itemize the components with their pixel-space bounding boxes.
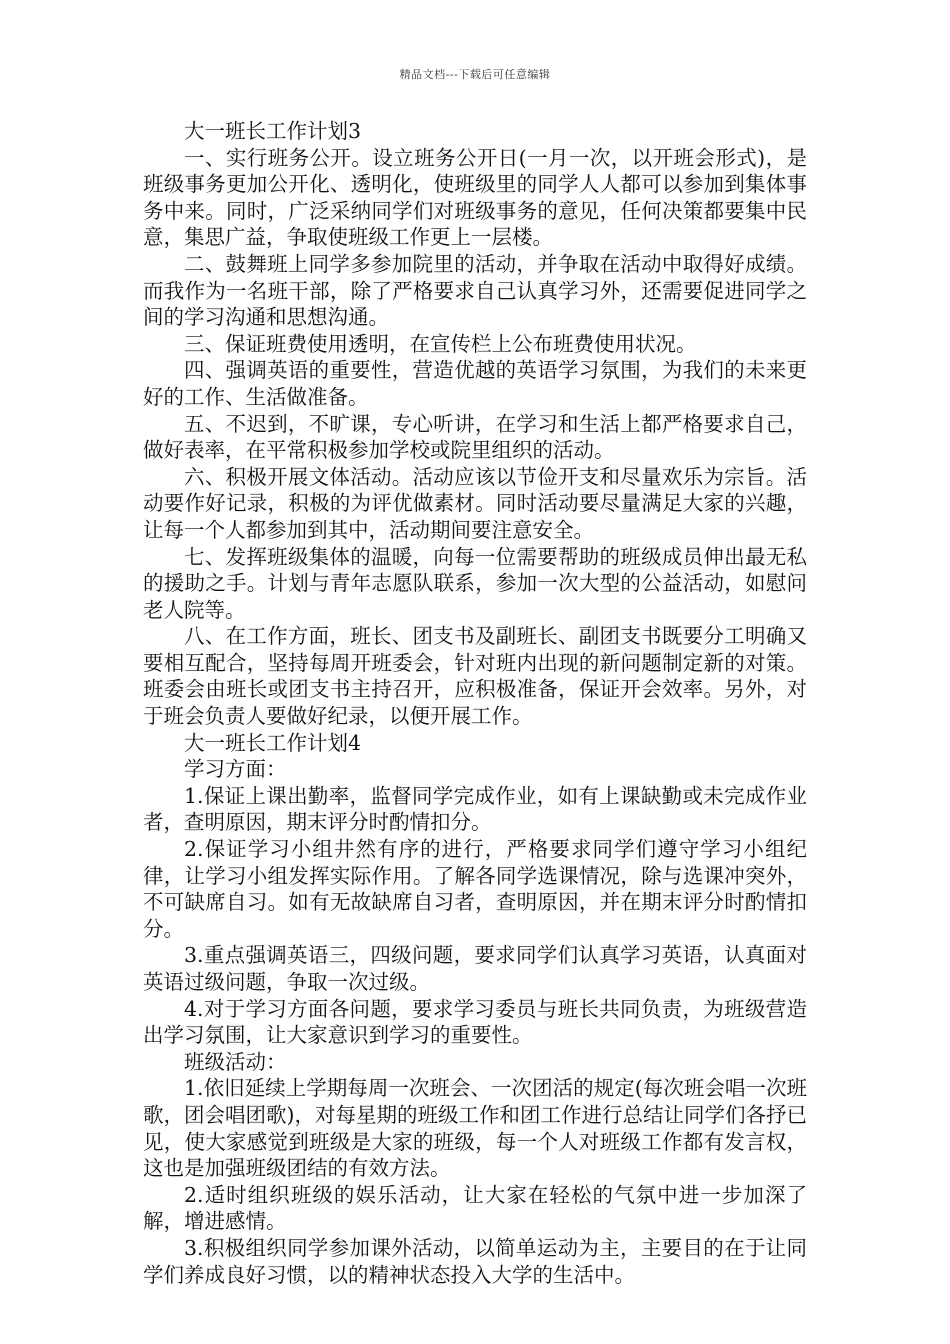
- subheading-study: 学习方面：: [184, 757, 287, 782]
- paragraph-activity-3: 3.积极组织同学参加课外活动，以简单运动为主，主要目的在于让同学们养成良好习惯，以的精神状态投入大学的生活中。: [143, 1235, 807, 1287]
- section-heading-plan-3: 大一班长工作计划3: [184, 119, 362, 143]
- paragraph-item-8: 八、在工作方面，班长、团支书及副班长、副团支书既要分工明确又要相互配合，坚持每周开班委会，针对班内出现的新问题制定新的对策。班委会由班长或团支书主持召开，应积极准备，保证开会效率。另外，对于班会负责人要做好纪录，以便开展工作。: [143, 624, 807, 729]
- paragraph-activity-2: 2.适时组织班级的娱乐活动，让大家在轻松的气氛中进一步加深了解，增进感情。: [143, 1182, 807, 1234]
- paragraph-item-2: 二、鼓舞班上同学多参加院里的活动，并争取在活动中取得好成绩。而我作为一名班干部，除了严格要求自己认真学习外，还需要促进同学之间的学习沟通和思想沟通。: [143, 251, 807, 330]
- document-body: [143, 118, 807, 1288]
- paragraph-item-3: 三、保证班费使用透明，在宣传栏上公布班费使用状况。: [184, 331, 697, 356]
- paragraph-study-3: 3.重点强调英语三，四级问题，要求同学们认真学习英语，认真面对英语过级问题，争取一次过级。: [143, 943, 807, 994]
- paragraph-study-2: 2.保证学习小组井然有序的进行，严格要求同学们遵守学习小组纪律，让学习小组发挥实际作用。了解各同学选课情况，除与选课冲突外，不可缺席自习。如有无故缺席自习者，查明原因，并在期末评分时酌情扣分。: [143, 837, 807, 941]
- section-heading-plan-4: 大一班长工作计划4: [184, 730, 362, 755]
- paragraph-item-7: 七、发挥班级集体的温暖，向每一位需要帮助的班级成员伸出最无私的援助之手。计划与青年志愿队联系，参加一次大型的公益活动，如慰问老人院等。: [143, 544, 807, 622]
- paragraph-item-4: 四、强调英语的重要性，营造优越的英语学习氛围，为我们的未来更好的工作、生活做准备。: [143, 358, 807, 409]
- paragraph-activity-1: 1.依旧延续上学期每周一次班会、一次团活的规定(每次班会唱一次班歌，团会唱团歌)，对每星期的班级工作和团工作进行总结让同学们各抒已见，使大家感觉到班级是大家的班级，每一个人对班级工作都有发言权，这也是加强班级团结的有效方法。: [143, 1076, 807, 1181]
- paragraph-item-6: 六、积极开展文体活动。活动应该以节俭开支和尽量欢乐为宗旨。活动要作好记录，积极的为评优做素材。同时活动要尽量满足大家的兴趣，让每一个人都参加到其中，活动期间要注意安全。: [143, 464, 807, 542]
- paragraph-study-4: 4.对于学习方面各问题，要求学习委员与班长共同负责，为班级营造出学习氛围，让大家意识到学习的重要性。: [143, 996, 807, 1048]
- paragraph-item-1: 一、实行班务公开。设立班务公开日(一月一次，以开班会形式)，是班级事务更加公开化、透明化，使班级里的同学人人都可以参加到集体事务中来。同时，广泛采纳同学们对班级事务的意见，任何决策都要集中民意，集思广益，争取使班级工作更上一层楼。: [143, 145, 807, 250]
- paragraph-study-1: 1.保证上课出勤率，监督同学完成作业，如有上课缺勤或未完成作业者，查明原因，期末评分时酌情扣分。: [143, 783, 807, 835]
- paragraph-item-5: 五、不迟到，不旷课，专心听讲，在学习和生活上都严格要求自己，做好表率，在平常积极参加学校或院里组织的活动。: [143, 411, 807, 463]
- subheading-class-activities: 班级活动：: [184, 1049, 287, 1074]
- page-header: 精品文档---下载后可任意编辑: [399, 68, 551, 81]
